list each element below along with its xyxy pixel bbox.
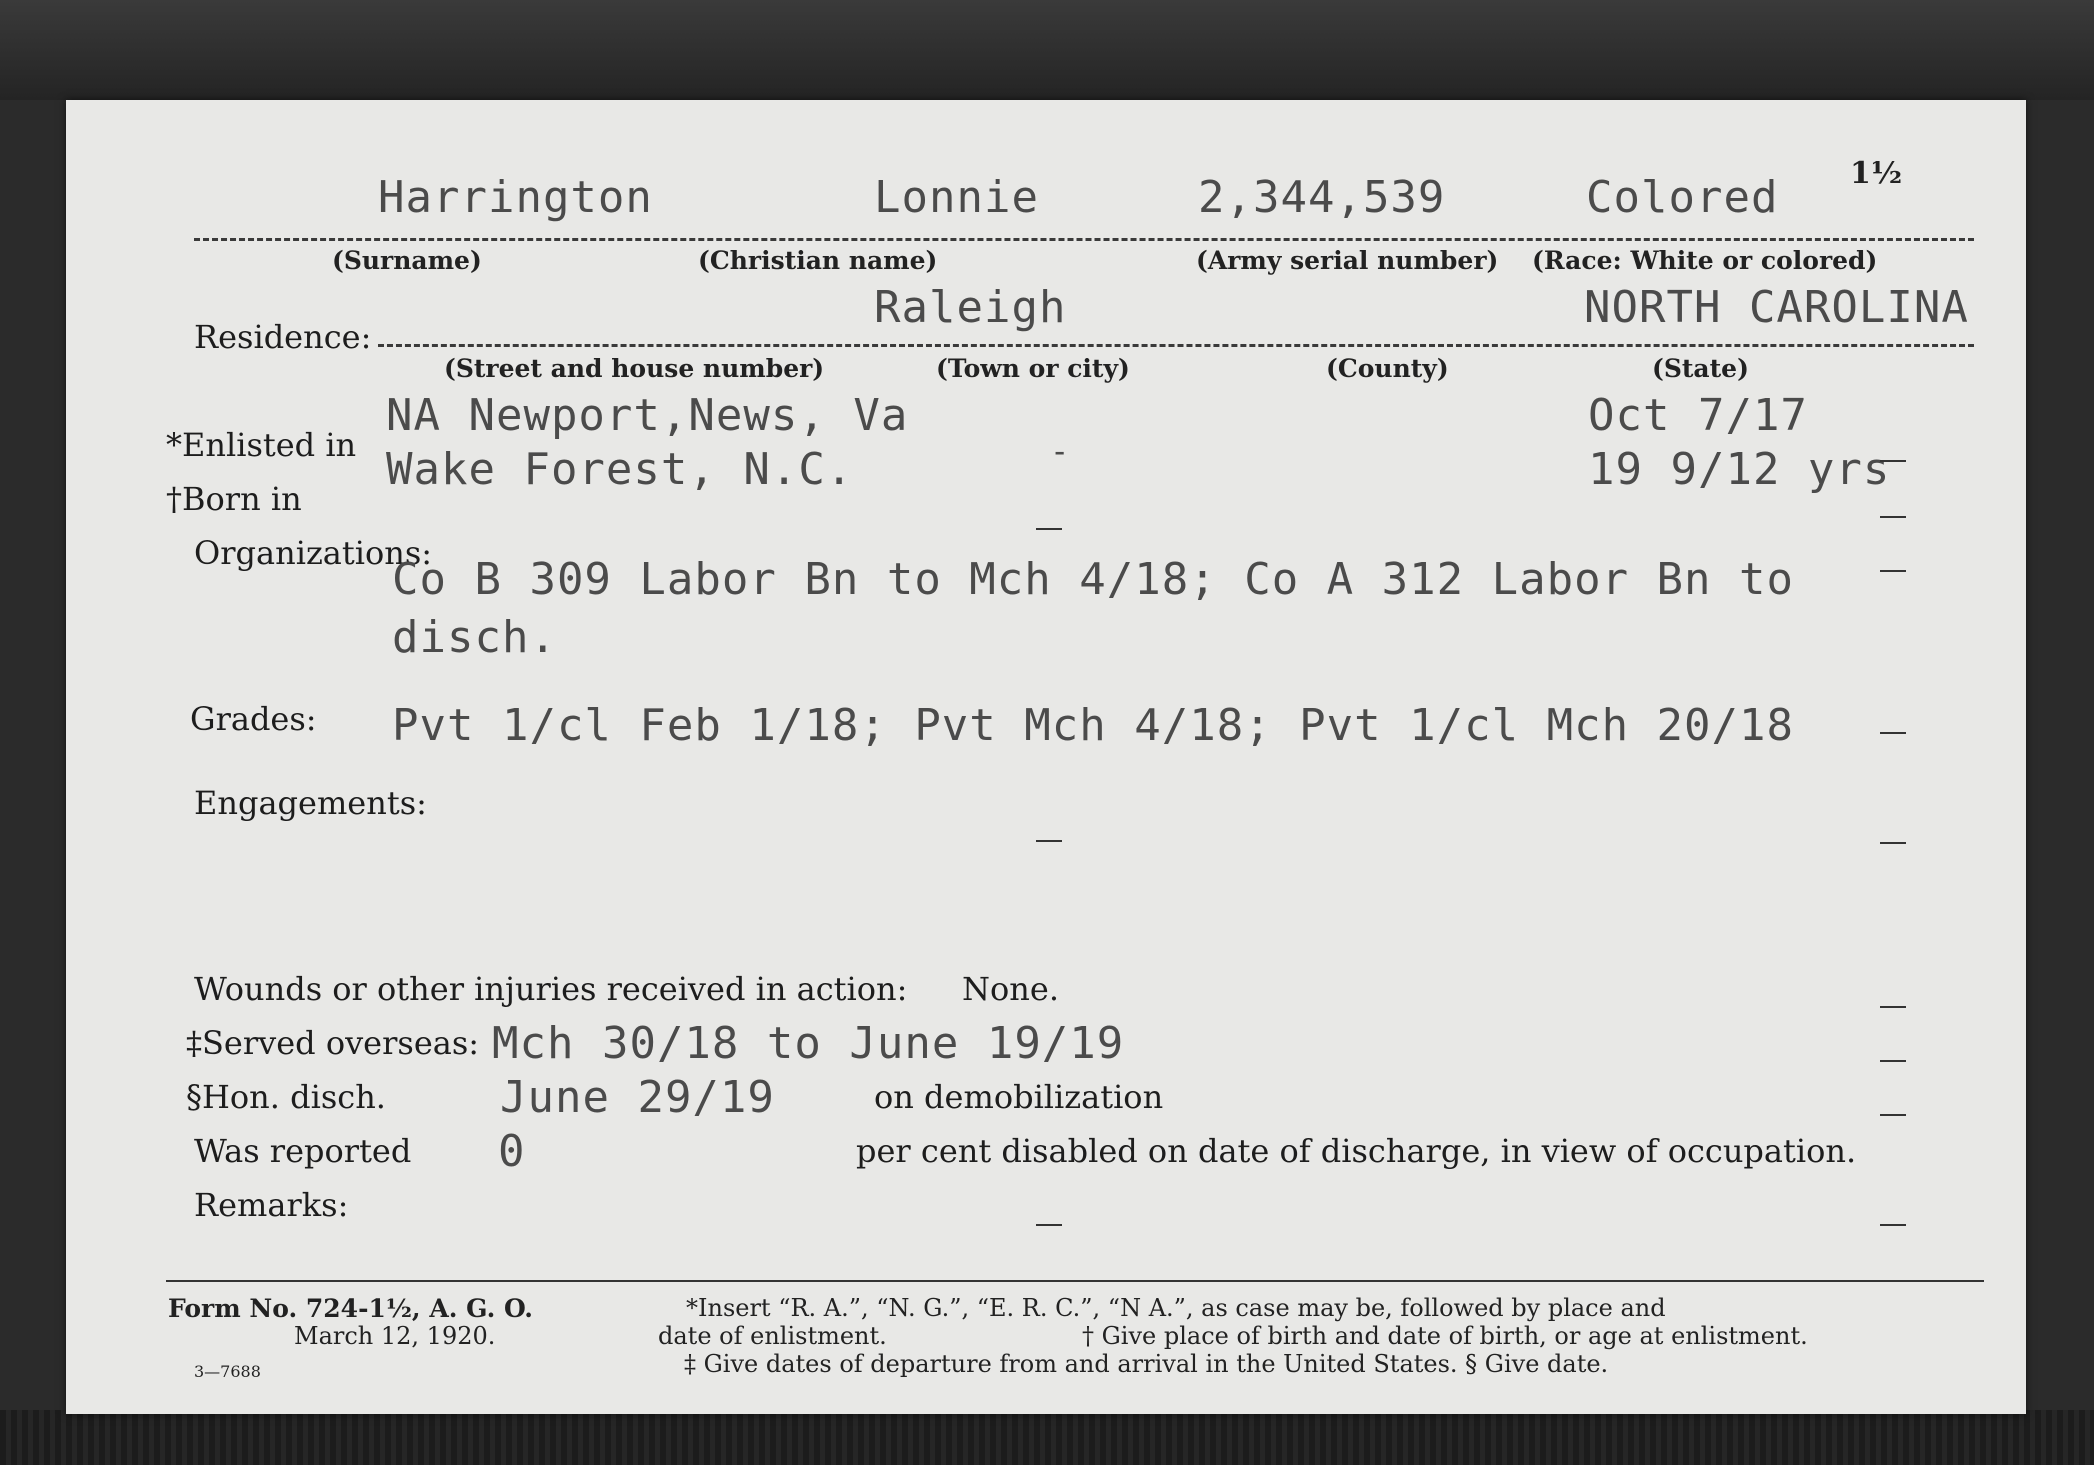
enlisted-place-value: NA Newport,News, Va	[386, 390, 909, 441]
discharge-date-value: June 29/19	[500, 1072, 775, 1123]
residence-rule	[378, 344, 1974, 347]
remarks-label: Remarks:	[194, 1186, 349, 1224]
organizations-line-2: disch.	[392, 612, 557, 663]
born-age-value: 19 9/12 yrs	[1588, 444, 1891, 495]
born-label: †Born in	[166, 480, 302, 518]
footnote-enlistment: date of enlistment.	[658, 1322, 887, 1350]
christian-name-value: Lonnie	[874, 172, 1039, 223]
form-date: March 12, 1920.	[294, 1322, 496, 1350]
surname-value: Harrington	[378, 172, 653, 223]
discharge-reason: on demobilization	[874, 1078, 1164, 1116]
footnote-overseas: ‡ Give dates of departure from and arrival in the United States. § Give date.	[684, 1350, 1609, 1378]
enlisted-dash-mark: -	[1050, 432, 1071, 470]
residence-label: Residence:	[194, 318, 372, 356]
overseas-value: Mch 30/18 to June 19/19	[492, 1018, 1125, 1069]
form-number: Form No. 724-1½, A. G. O.	[168, 1294, 534, 1323]
disability-text: per cent disabled on date of discharge, in view of occupation.	[856, 1132, 1857, 1170]
blank-dash	[1036, 840, 1062, 842]
disability-percent-value: 0	[498, 1126, 526, 1177]
town-caption: (Town or city)	[936, 354, 1130, 383]
blank-dash	[1880, 516, 1906, 518]
scan-background-top	[0, 0, 2094, 100]
grades-label: Grades:	[190, 700, 317, 738]
blank-dash	[1880, 732, 1906, 734]
wounds-value: None.	[962, 970, 1059, 1008]
residence-state-value: NORTH CAROLINA	[1584, 282, 1969, 333]
blank-dash	[1036, 528, 1062, 530]
surname-caption: (Surname)	[332, 246, 482, 275]
enlisted-label: *Enlisted in	[166, 426, 357, 464]
race-value: Colored	[1586, 172, 1779, 223]
reported-label: Was reported	[194, 1132, 412, 1170]
blank-dash	[1880, 1060, 1906, 1062]
organizations-line-1: Co B 309 Labor Bn to Mch 4/18; Co A 312 Labor Bn to	[392, 554, 1795, 605]
engagements-label: Engagements:	[194, 784, 427, 822]
born-place-value: Wake Forest, N.C.	[386, 444, 854, 495]
enlisted-date-value: Oct 7/17	[1588, 390, 1808, 441]
footnote-birth: † Give place of birth and date of birth, or age at enlistment.	[1082, 1322, 1808, 1350]
county-caption: (County)	[1326, 354, 1449, 383]
blank-dash	[1880, 460, 1906, 462]
header-rule	[194, 238, 1974, 241]
card-number: 1½	[1850, 156, 1903, 191]
scan-background-bottom	[0, 1410, 2094, 1465]
blank-dash	[1036, 1224, 1062, 1226]
blank-dash	[1880, 570, 1906, 572]
print-code: 3—7688	[194, 1362, 261, 1381]
footer-rule	[166, 1280, 1984, 1282]
overseas-label: ‡Served overseas:	[186, 1024, 480, 1062]
grades-value: Pvt 1/cl Feb 1/18; Pvt Mch 4/18; Pvt 1/cl Mch 20/18	[392, 700, 1795, 751]
footnote-insert: *Insert “R. A.”, “N. G.”, “E. R. C.”, “N A.”, as case may be, followed by place and	[686, 1294, 1666, 1322]
blank-dash	[1880, 842, 1906, 844]
residence-town-value: Raleigh	[874, 282, 1067, 333]
blank-dash	[1880, 1224, 1906, 1226]
serial-number-value: 2,344,539	[1198, 172, 1446, 223]
street-caption: (Street and house number)	[444, 354, 825, 383]
state-caption: (State)	[1652, 354, 1749, 383]
discharge-label: §Hon. disch.	[186, 1078, 386, 1116]
blank-dash	[1880, 1114, 1906, 1116]
christian-name-caption: (Christian name)	[698, 246, 938, 275]
serial-number-caption: (Army serial number)	[1196, 246, 1499, 275]
organizations-label: Organizations:	[194, 534, 433, 572]
blank-dash	[1880, 1006, 1906, 1008]
wounds-label: Wounds or other injuries received in action:	[194, 970, 908, 1008]
service-record-card	[66, 100, 2026, 1414]
race-caption: (Race: White or colored)	[1532, 246, 1878, 275]
